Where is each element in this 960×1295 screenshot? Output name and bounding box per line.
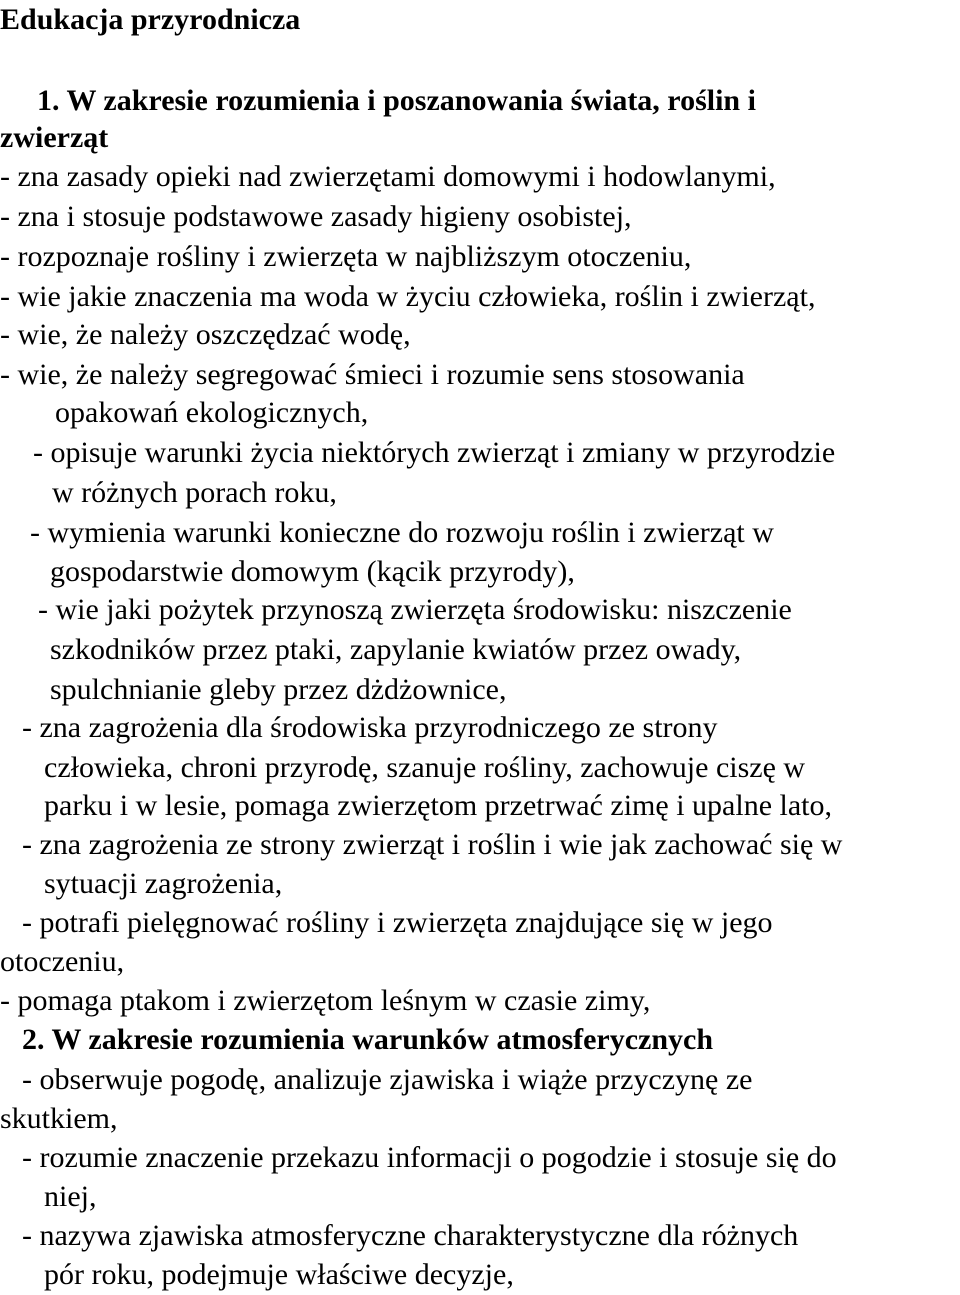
section-2-line: - nazywa zjawiska atmosferyczne charakterystyczne dla różnych: [22, 1219, 799, 1252]
section-1-line: - wie, że należy oszczędzać wodę,: [0, 318, 411, 351]
section-1-heading-line-1: 1. W zakresie rozumienia i poszanowania świata, roślin i: [37, 84, 756, 117]
section-1-line: - wie jaki pożytek przynoszą zwierzęta środowisku: niszczenie: [38, 593, 792, 626]
section-2-line: - rozumie znaczenie przekazu informacji o pogodzie i stosuje się do: [22, 1141, 837, 1174]
section-1-line: - opisuje warunki życia niektórych zwierząt i zmiany w przyrodzie: [33, 436, 836, 469]
section-1-line: - pomaga ptakom i zwierzętom leśnym w czasie zimy,: [0, 984, 651, 1017]
section-1-line: parku i w lesie, pomaga zwierzętom przetrwać zimę i upalne lato,: [44, 789, 832, 822]
section-1-line: - zna zasady opieki nad zwierzętami domowymi i hodowlanymi,: [0, 160, 776, 193]
section-1-line: - zna zagrożenia ze strony zwierząt i roślin i wie jak zachować się w: [22, 828, 843, 861]
section-2-line: skutkiem,: [0, 1102, 118, 1135]
section-1-line: człowieka, chroni przyrodę, szanuje rośliny, zachowuje ciszę w: [44, 751, 806, 784]
section-2-heading: 2. W zakresie rozumienia warunków atmosferycznych: [22, 1023, 714, 1056]
section-1-line: - zna i stosuje podstawowe zasady higieny osobistej,: [0, 200, 632, 233]
page-title: Edukacja przyrodnicza: [0, 3, 301, 36]
section-1-line: - rozpoznaje rośliny i zwierzęta w najbliższym otoczeniu,: [0, 240, 692, 273]
section-1-line: gospodarstwie domowym (kącik przyrody),: [50, 555, 575, 588]
section-1-line: sytuacji zagrożenia,: [44, 867, 283, 900]
section-1-line: - potrafi pielęgnować rośliny i zwierzęta znajdujące się w jego: [22, 906, 773, 939]
section-2-line: - obserwuje pogodę, analizuje zjawiska i wiąże przyczynę ze: [22, 1063, 753, 1096]
section-1-line: otoczeniu,: [0, 945, 125, 978]
section-2-line: niej,: [44, 1180, 97, 1213]
section-1-line: - wie, że należy segregować śmieci i rozumie sens stosowania: [0, 358, 745, 391]
section-1-heading-line-2: zwierząt: [0, 121, 109, 154]
section-1-line: szkodników przez ptaki, zapylanie kwiatów przez owady,: [50, 633, 742, 666]
section-1-line: - wymienia warunki konieczne do rozwoju roślin i zwierząt w: [30, 516, 774, 549]
section-1-line: spulchnianie gleby przez dżdżownice,: [50, 673, 507, 706]
section-1-line: - wie jakie znaczenia ma woda w życiu człowieka, roślin i zwierząt,: [0, 280, 816, 313]
section-1-line: - zna zagrożenia dla środowiska przyrodniczego ze strony: [22, 711, 718, 744]
section-1-line: opakowań ekologicznych,: [55, 396, 369, 429]
section-1-line: w różnych porach roku,: [52, 476, 337, 509]
section-2-line: pór roku, podejmuje właściwe decyzje,: [44, 1258, 514, 1291]
